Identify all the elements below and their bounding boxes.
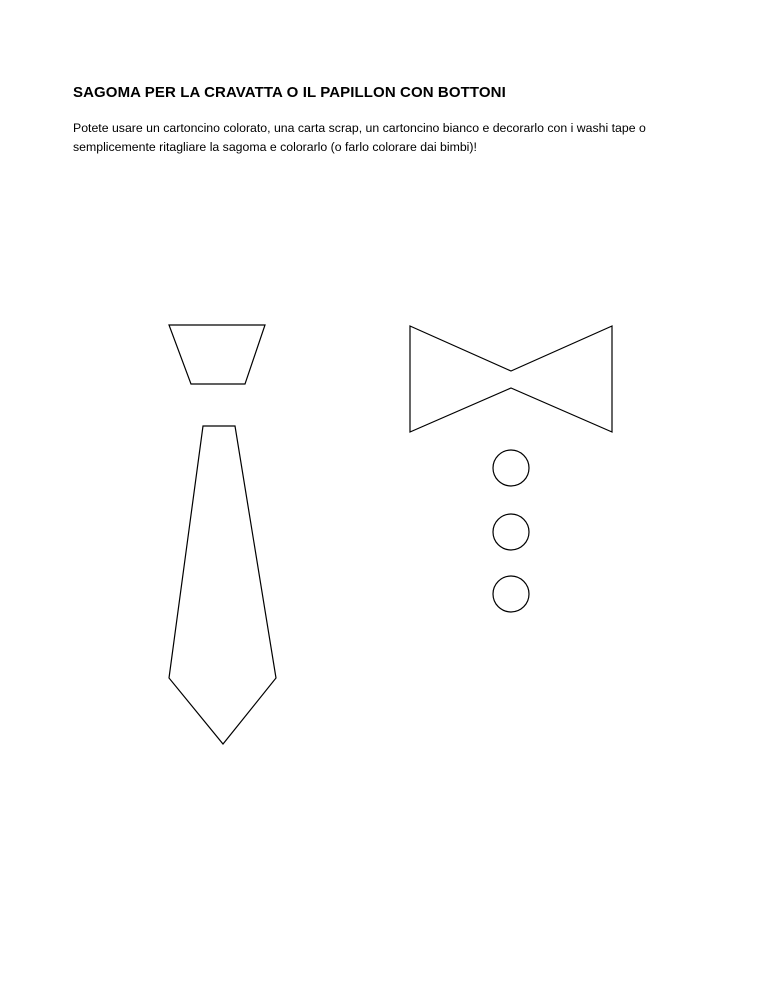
intro-paragraph: Potete usare un cartoncino colorato, una carta scrap, un cartoncino bianco e decorarlo con i washi tape o semplicemente ritagliare la sagoma e colorarlo (o farlo colorare dai bimbi)! — [73, 121, 646, 154]
button-circle — [493, 576, 529, 612]
button-circle — [493, 514, 529, 550]
tie-body-shape — [169, 426, 276, 744]
page-title: SAGOMA PER LA CRAVATTA O IL PAPILLON CON BOTTONI — [73, 84, 506, 101]
bow-tie-shape — [410, 326, 612, 432]
tie-knot-shape — [169, 325, 265, 384]
button-circle — [493, 450, 529, 486]
